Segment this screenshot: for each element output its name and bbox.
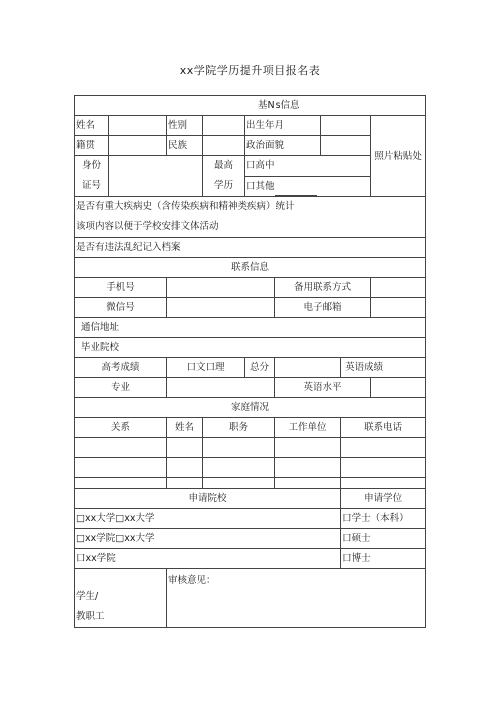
basic-row-1 <box>75 116 426 136</box>
edu-label-1: 最高 <box>213 160 233 171</box>
family-row-3 <box>75 478 426 489</box>
family-cell[interactable] <box>203 478 275 489</box>
apply-header-row <box>75 489 426 509</box>
edu-label-2: 学历 <box>213 180 233 191</box>
edu-other-underline <box>275 185 317 196</box>
contact-header: 联系信息 <box>75 258 426 278</box>
wechat-label: 微信号 <box>75 298 167 318</box>
school-option-2[interactable]: □xx学院□xx大学 <box>75 529 341 549</box>
basic-header-row <box>75 96 426 116</box>
phone-label: 手机号 <box>75 278 167 298</box>
political-label: 政治面貌 <box>245 136 321 156</box>
native-value[interactable] <box>109 136 167 156</box>
school-option-1[interactable]: □xx大学□xx大学 <box>75 509 341 529</box>
photo-area[interactable]: 照片粘贴处 <box>371 116 426 197</box>
family-cell[interactable] <box>275 458 341 478</box>
birth-label: 出生年月 <box>245 116 321 136</box>
family-col-workplace: 工作单位 <box>275 418 341 438</box>
gaokao-label: 高考成绩 <box>75 358 167 378</box>
school-field[interactable] <box>75 338 426 358</box>
review-role-1: 学生/ <box>76 591 99 602</box>
id-value[interactable] <box>109 156 203 197</box>
disease-question-1: 是否有重大疾病史（含传染疾病和精神类疾病）统计 <box>76 201 295 212</box>
review-role-2: 教职工 <box>76 611 105 622</box>
political-value[interactable] <box>321 136 371 156</box>
english-level-value[interactable] <box>371 378 426 398</box>
edu-label <box>203 156 245 197</box>
family-columns-row <box>75 418 426 438</box>
page-title: xx学院学历提升项目报名表 <box>179 64 321 77</box>
family-row-2 <box>75 458 426 478</box>
apply-degree-header: 申请学位 <box>341 489 426 509</box>
gender-label: 性别 <box>167 116 203 136</box>
apply-row-2 <box>75 529 426 549</box>
family-cell[interactable] <box>341 438 426 458</box>
violation-row <box>75 238 426 258</box>
basic-header-left: 基N <box>75 96 275 116</box>
family-cell[interactable] <box>341 478 426 489</box>
contact-row-3 <box>75 318 426 338</box>
address-field[interactable] <box>75 318 426 338</box>
name-label: 姓名 <box>75 116 109 136</box>
family-header-row <box>75 398 426 418</box>
edu-option-other[interactable] <box>245 176 371 197</box>
basic-header-right: s信息 <box>275 96 426 116</box>
family-col-phone: 联系电话 <box>341 418 426 438</box>
family-col-position: 职务 <box>203 418 275 438</box>
id-label-2: 证号 <box>81 180 101 191</box>
apply-row-3 <box>75 549 426 569</box>
apply-row-1 <box>75 509 426 529</box>
registration-form <box>74 95 426 628</box>
alt-contact-value[interactable] <box>371 278 426 298</box>
contact-row-1 <box>75 278 426 298</box>
contact-header-row <box>75 258 426 278</box>
family-cell[interactable] <box>203 438 275 458</box>
family-col-name: 姓名 <box>167 418 203 438</box>
family-cell[interactable] <box>75 478 167 489</box>
family-cell[interactable] <box>341 458 426 478</box>
family-cell[interactable] <box>275 478 341 489</box>
english-level-label: 英语水平 <box>275 378 371 398</box>
english-score-label <box>341 358 426 378</box>
violation-question[interactable]: 是否有违法乱纪记入档案 <box>75 238 426 258</box>
address-label: 通信地址 <box>81 322 120 333</box>
family-header: 家庭情况 <box>75 398 426 418</box>
edu-option-other-label: 口其他 <box>246 180 275 192</box>
family-col-relation: 关系 <box>75 418 167 438</box>
email-value[interactable] <box>371 298 426 318</box>
ethnic-label: 民族 <box>167 136 203 156</box>
disease-question-2: 该项内容以便于学校安排文体活动 <box>76 221 219 232</box>
english-score-text: 英语成绩 <box>345 362 384 373</box>
major-value[interactable] <box>167 378 275 398</box>
degree-option-master[interactable]: 口硕士 <box>341 529 426 549</box>
apply-school-header: 申请院校 <box>75 489 341 509</box>
edu-option-highschool[interactable]: 口高中 <box>245 156 371 177</box>
disease-row <box>75 197 426 238</box>
contact-row-4 <box>75 338 426 358</box>
family-cell[interactable] <box>75 438 167 458</box>
total-value[interactable] <box>275 358 341 378</box>
ethnic-value[interactable] <box>203 136 245 156</box>
alt-contact-label: 备用联系方式 <box>275 278 371 298</box>
birth-value[interactable] <box>321 116 371 136</box>
family-cell[interactable] <box>275 438 341 458</box>
family-cell[interactable] <box>75 458 167 478</box>
review-opinion-area[interactable] <box>167 569 426 628</box>
degree-option-bachelor[interactable]: 口学士（本科） <box>341 509 426 529</box>
family-cell[interactable] <box>167 438 203 458</box>
gender-value[interactable] <box>203 116 245 136</box>
id-label-1: 身份 <box>81 160 101 171</box>
school-option-3[interactable]: 口xx学院 <box>75 549 341 569</box>
wechat-value[interactable] <box>167 298 275 318</box>
contact-row-2 <box>75 298 426 318</box>
track-options[interactable]: 口文口理 <box>167 358 245 378</box>
degree-option-doctor[interactable]: 口博士 <box>341 549 426 569</box>
contact-row-5 <box>75 358 426 378</box>
review-row <box>75 569 426 628</box>
major-label: 专业 <box>75 378 167 398</box>
phone-value[interactable] <box>167 278 275 298</box>
total-label: 总分 <box>245 358 275 378</box>
family-cell[interactable] <box>167 478 203 489</box>
review-opinion-label: 审核意见： <box>168 575 216 586</box>
family-row-1 <box>75 438 426 458</box>
contact-row-6 <box>75 378 426 398</box>
disease-question[interactable] <box>75 197 426 238</box>
email-label: 电子邮箱 <box>275 298 371 318</box>
family-cell[interactable] <box>203 458 275 478</box>
school-label: 毕业院校 <box>81 342 120 353</box>
review-role <box>75 569 167 628</box>
name-value[interactable] <box>109 116 167 136</box>
id-label <box>75 156 109 197</box>
native-label: 籍贯 <box>75 136 109 156</box>
family-cell[interactable] <box>167 458 203 478</box>
